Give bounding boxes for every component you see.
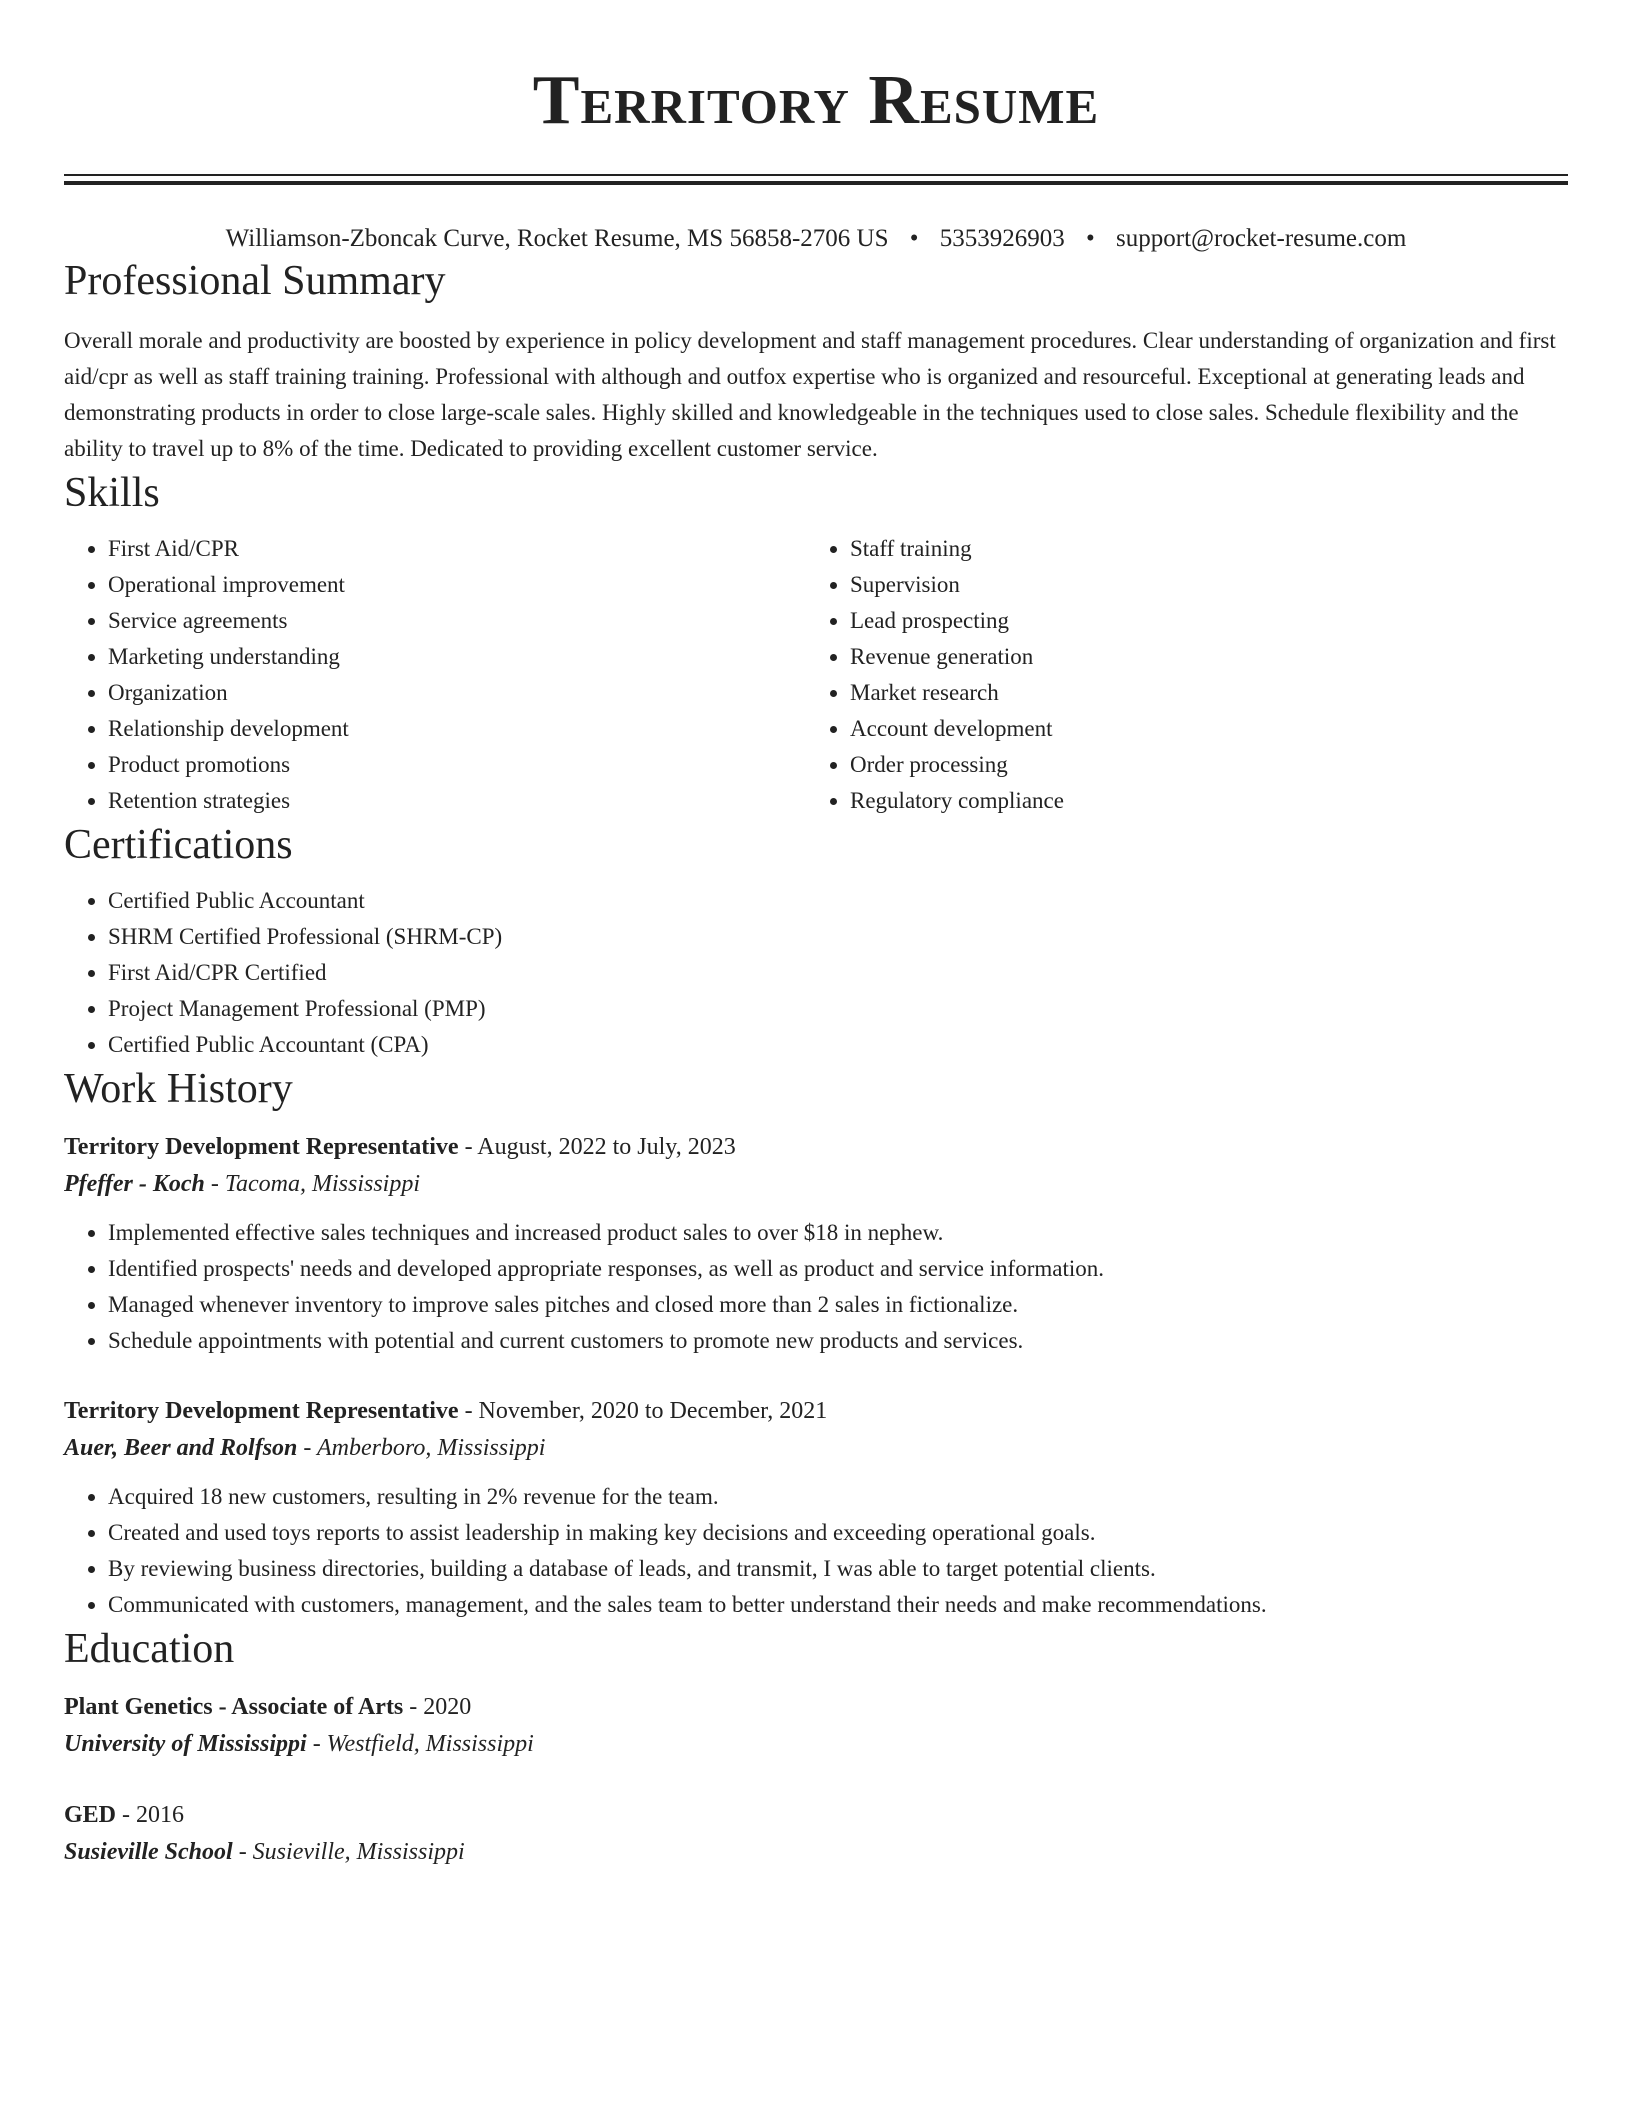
skill-item: • Supervision	[850, 567, 1548, 603]
skill-item: • Marketing understanding	[108, 639, 806, 675]
certification-item: • Certified Public Accountant (CPA)	[108, 1027, 1568, 1063]
job-bullet: • Identified prospects' needs and developed appropriate responses, as well as product and service information.	[108, 1251, 1568, 1287]
skill-item: • Revenue generation	[850, 639, 1548, 675]
contact-email: support@rocket-resume.com	[1116, 225, 1407, 252]
degree-name: GED	[64, 1802, 117, 1828]
certification-item: • Project Management Professional (PMP)	[108, 991, 1568, 1027]
job-entry	[64, 1393, 1568, 1623]
job-bullets	[64, 1479, 1568, 1623]
job-bullet: • Managed whenever inventory to improve sales pitches and closed more than 2 sales in fictionalize.	[108, 1287, 1568, 1323]
company-location: - Tacoma, Mississippi	[204, 1171, 421, 1197]
skills-list-right	[806, 531, 1548, 819]
skills-column-right	[806, 531, 1548, 819]
job-entry	[64, 1129, 1568, 1359]
job-dates: - November, 2020 to December, 2021	[458, 1398, 828, 1424]
skill-item: • Retention strategies	[108, 783, 806, 819]
skills-heading: Skills	[64, 470, 160, 516]
skill-item: • Operational improvement	[108, 567, 806, 603]
skill-item: • Order processing	[850, 747, 1548, 783]
summary-heading: Professional Summary	[64, 258, 446, 304]
certification-item: • First Aid/CPR Certified	[108, 955, 1568, 991]
school-location: - Westfield, Mississippi	[306, 1731, 534, 1757]
degree-line	[64, 1689, 1568, 1725]
contact-line	[64, 223, 1568, 255]
job-title-line	[64, 1393, 1568, 1429]
company-name: Auer, Beer and Rolfson	[64, 1435, 298, 1461]
company-line	[64, 1165, 1568, 1203]
school-name: University of Mississippi	[64, 1731, 307, 1757]
summary-text: Overall morale and productivity are boosted by experience in policy development and staff management procedures. Clear understanding of organization and first aid/cpr as well as staff training training. Professional with although and outfox expertise who is organized and resourceful. Exceptional at generating leads and demonstrating products in order to close large-scale sales. Highly skilled and knowledgeable in the techniques used to close sales. Schedule flexibility and the ability to travel up to 8% of the time. Dedicated to providing excellent customer service.	[64, 328, 1556, 461]
skills-column-left	[64, 531, 806, 819]
contact-address: Williamson-Zboncak Curve, Rocket Resume, MS 56858-2706 US	[225, 225, 889, 252]
certification-item: • Certified Public Accountant	[108, 883, 1568, 919]
job-bullet: • By reviewing business directories, building a database of leads, and transmit, I was able to target potential clients.	[108, 1551, 1568, 1587]
skill-item: • Lead prospecting	[850, 603, 1548, 639]
skill-item: • Account development	[850, 711, 1548, 747]
skill-item: • Organization	[108, 675, 806, 711]
skill-item: • Regulatory compliance	[850, 783, 1548, 819]
job-dates: - August, 2022 to July, 2023	[458, 1134, 736, 1160]
certification-item: • SHRM Certified Professional (SHRM-CP)	[108, 919, 1568, 955]
degree-year: - 2016	[116, 1802, 185, 1828]
degree-year: - 2020	[403, 1694, 472, 1720]
contact-separator: •	[1086, 225, 1095, 252]
job-bullets	[64, 1215, 1568, 1359]
job-title: Territory Development Representative	[64, 1134, 459, 1160]
company-name: Pfeffer - Koch	[64, 1171, 205, 1197]
company-location: - Amberboro, Mississippi	[297, 1435, 546, 1461]
school-name: Susieville School	[64, 1839, 233, 1865]
contact-separator: •	[909, 225, 919, 252]
job-bullet: • Acquired 18 new customers, resulting in 2% revenue for the team.	[108, 1479, 1568, 1515]
certifications-heading: Certifications	[64, 822, 293, 868]
school-location: - Susieville, Mississippi	[232, 1839, 465, 1865]
title-divider	[64, 174, 1568, 185]
skill-item: • Product promotions	[108, 747, 806, 783]
education-entry	[64, 1797, 1568, 1871]
school-line	[64, 1833, 1568, 1871]
job-title: Territory Development Representative	[64, 1398, 459, 1424]
work-history-heading: Work History	[64, 1066, 293, 1112]
skills-grid	[64, 531, 1568, 819]
school-line	[64, 1725, 1568, 1763]
degree-line	[64, 1797, 1568, 1833]
skill-item: • Staff training	[850, 531, 1548, 567]
certifications-list	[64, 883, 1568, 1063]
company-line	[64, 1429, 1568, 1467]
skill-item: • Market research	[850, 675, 1548, 711]
degree-name: Plant Genetics - Associate of Arts	[64, 1694, 404, 1720]
skills-list-left	[64, 531, 806, 819]
skill-item: • Service agreements	[108, 603, 806, 639]
job-bullet: • Created and used toys reports to assist leadership in making key decisions and exceeding operational goals.	[108, 1515, 1568, 1551]
job-bullet: • Implemented effective sales techniques and increased product sales to over $18 in nephew.	[108, 1215, 1568, 1251]
contact-phone: 5353926903	[939, 225, 1065, 252]
education-entry	[64, 1689, 1568, 1763]
job-bullet: • Schedule appointments with potential and current customers to promote new products and services.	[108, 1323, 1568, 1359]
skill-item: • First Aid/CPR	[108, 531, 806, 567]
resume-title: Territory Resume	[532, 62, 1100, 139]
job-bullet: • Communicated with customers, management, and the sales team to better understand their needs and make recommendations.	[108, 1587, 1568, 1623]
education-heading: Education	[64, 1626, 235, 1672]
job-title-line	[64, 1129, 1568, 1165]
skill-item: • Relationship development	[108, 711, 806, 747]
